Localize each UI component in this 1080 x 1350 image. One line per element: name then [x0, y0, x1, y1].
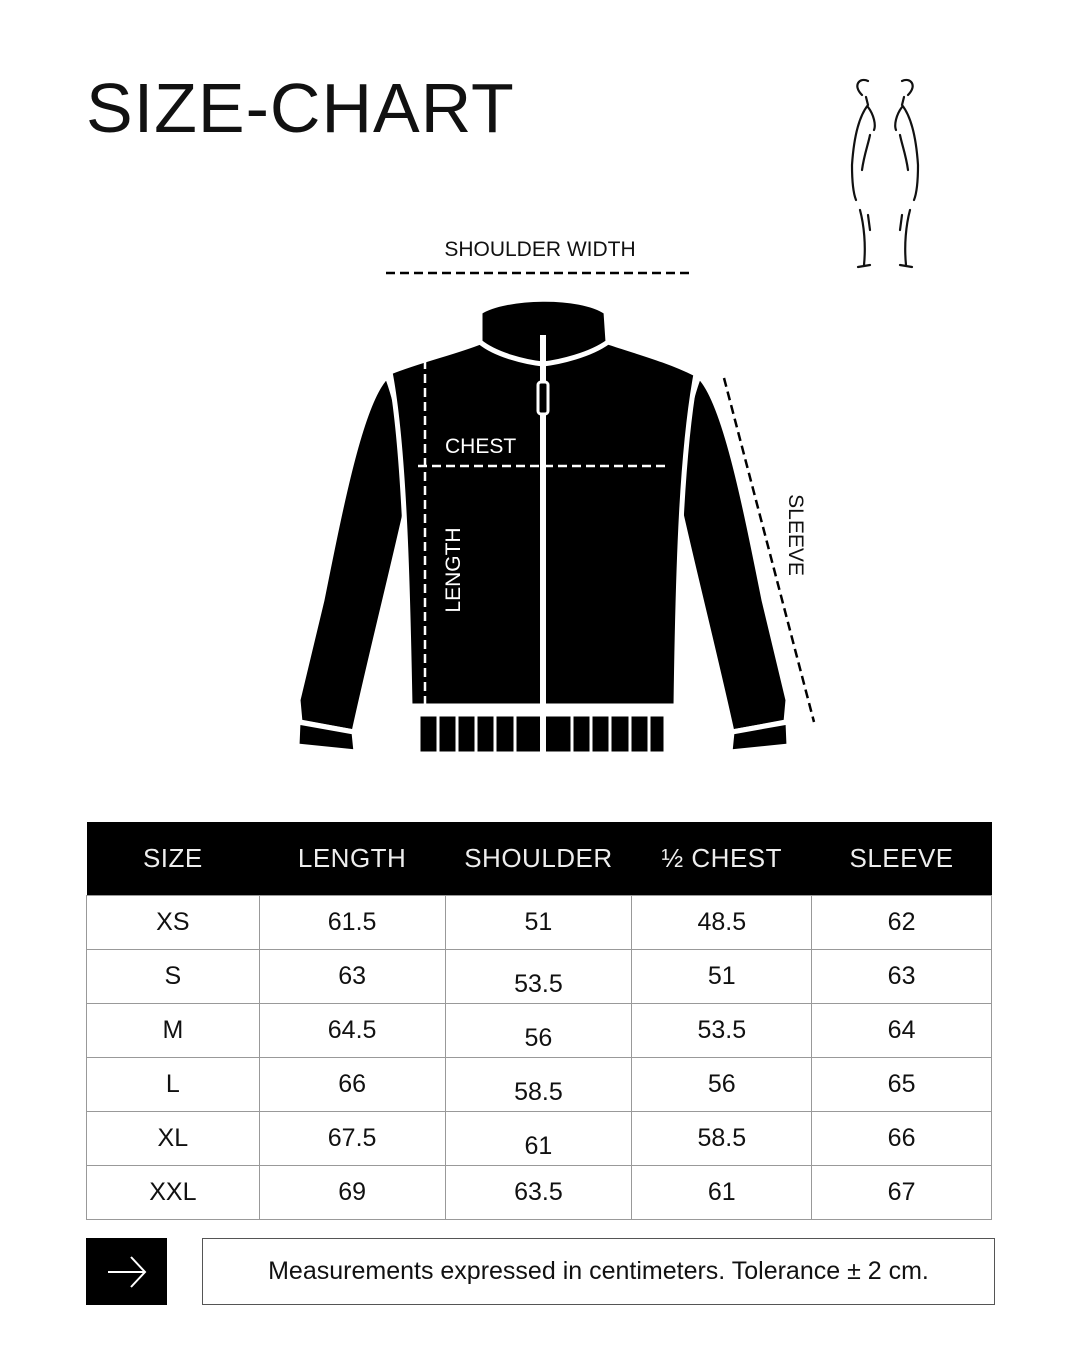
table-header-row	[87, 822, 992, 896]
chest-label: CHEST	[445, 435, 517, 458]
cell-value: 67	[887, 1178, 916, 1206]
arrow-button	[86, 1238, 167, 1305]
cell-length	[259, 1004, 445, 1058]
cell-value: 51	[707, 962, 736, 990]
cell-half-chest	[632, 1166, 812, 1220]
shoulder-width-label: SHOULDER WIDTH	[444, 238, 636, 261]
cell-size	[87, 1058, 260, 1112]
header-length: LENGTH	[259, 822, 445, 896]
cell-sleeve	[812, 1166, 992, 1220]
measurement-note	[202, 1238, 995, 1305]
cell-value: 53.5	[697, 1016, 747, 1044]
header-size: SIZE	[87, 822, 260, 896]
cell-value: 58.5	[514, 1078, 563, 1106]
cell-value: M	[162, 1016, 184, 1044]
cell-sleeve	[812, 1112, 992, 1166]
cell-value: 65	[887, 1070, 916, 1098]
zipper-pull	[538, 382, 548, 414]
cell-value: 66	[887, 1124, 916, 1152]
table-row	[87, 1058, 992, 1112]
cell-size	[87, 950, 260, 1004]
size-table	[86, 822, 992, 1220]
cell-size	[87, 1004, 260, 1058]
cell-value: 67.5	[327, 1124, 377, 1152]
cell-value: 58.5	[697, 1124, 747, 1152]
cell-shoulder	[445, 1166, 632, 1220]
cell-sleeve	[812, 1004, 992, 1058]
cell-value: XL	[157, 1124, 189, 1152]
table-row	[87, 1166, 992, 1220]
cell-value: S	[164, 962, 182, 990]
cell-value: 53.5	[514, 970, 563, 998]
cell-size	[87, 896, 260, 950]
cell-length	[259, 896, 445, 950]
cell-value: 64	[887, 1016, 916, 1044]
cell-shoulder	[445, 1058, 632, 1112]
cell-sleeve	[812, 1058, 992, 1112]
cell-value: 62	[887, 908, 916, 936]
cell-value: XS	[156, 908, 190, 936]
cell-shoulder	[445, 1112, 632, 1166]
cell-value: XXL	[149, 1178, 197, 1206]
cell-value: 63	[887, 962, 916, 990]
cell-size	[87, 1112, 260, 1166]
header-sleeve: SLEEVE	[812, 822, 992, 896]
cell-sleeve	[812, 896, 992, 950]
cell-shoulder	[445, 896, 632, 950]
header-half-chest: ½ CHEST	[632, 822, 812, 896]
table-row	[87, 950, 992, 1004]
cell-half-chest	[632, 1112, 812, 1166]
table-row	[87, 1004, 992, 1058]
arrow-right-icon	[105, 1252, 149, 1292]
jacket-illustration	[297, 299, 789, 756]
cell-value: 61.5	[327, 908, 377, 936]
cell-size	[87, 1166, 260, 1220]
cell-shoulder	[445, 950, 632, 1004]
measurement-note-text: Measurements expressed in centimeters. Tolerance ± 2 cm.	[268, 1257, 929, 1285]
cell-shoulder	[445, 1004, 632, 1058]
cell-sleeve	[812, 950, 992, 1004]
cell-half-chest	[632, 950, 812, 1004]
cell-half-chest	[632, 1004, 812, 1058]
cell-value: L	[165, 1070, 180, 1098]
cell-value: 61	[524, 1132, 553, 1160]
cell-half-chest	[632, 1058, 812, 1112]
cell-value: 64.5	[327, 1016, 377, 1044]
sleeve-label: SLEEVE	[784, 494, 807, 576]
cell-value: 63.5	[514, 1178, 563, 1206]
cell-value: 69	[338, 1178, 366, 1206]
page-title: SIZE-CHART	[86, 69, 515, 147]
cell-half-chest	[632, 896, 812, 950]
cell-length	[259, 1166, 445, 1220]
right-sleeve	[678, 376, 788, 732]
cell-value: 66	[338, 1070, 366, 1098]
cell-length	[259, 950, 445, 1004]
header-shoulder: SHOULDER	[445, 822, 632, 896]
table-row	[87, 896, 992, 950]
left-sleeve	[298, 376, 408, 732]
cell-value: 56	[524, 1024, 553, 1052]
cell-length	[259, 1058, 445, 1112]
length-label: LENGTH	[442, 527, 465, 613]
cell-value: 61	[707, 1178, 736, 1206]
cell-value: 63	[338, 962, 366, 990]
cell-value: 51	[524, 908, 553, 936]
cell-length	[259, 1112, 445, 1166]
cell-value: 56	[707, 1070, 736, 1098]
cell-value: 48.5	[697, 908, 747, 936]
table-row	[87, 1112, 992, 1166]
